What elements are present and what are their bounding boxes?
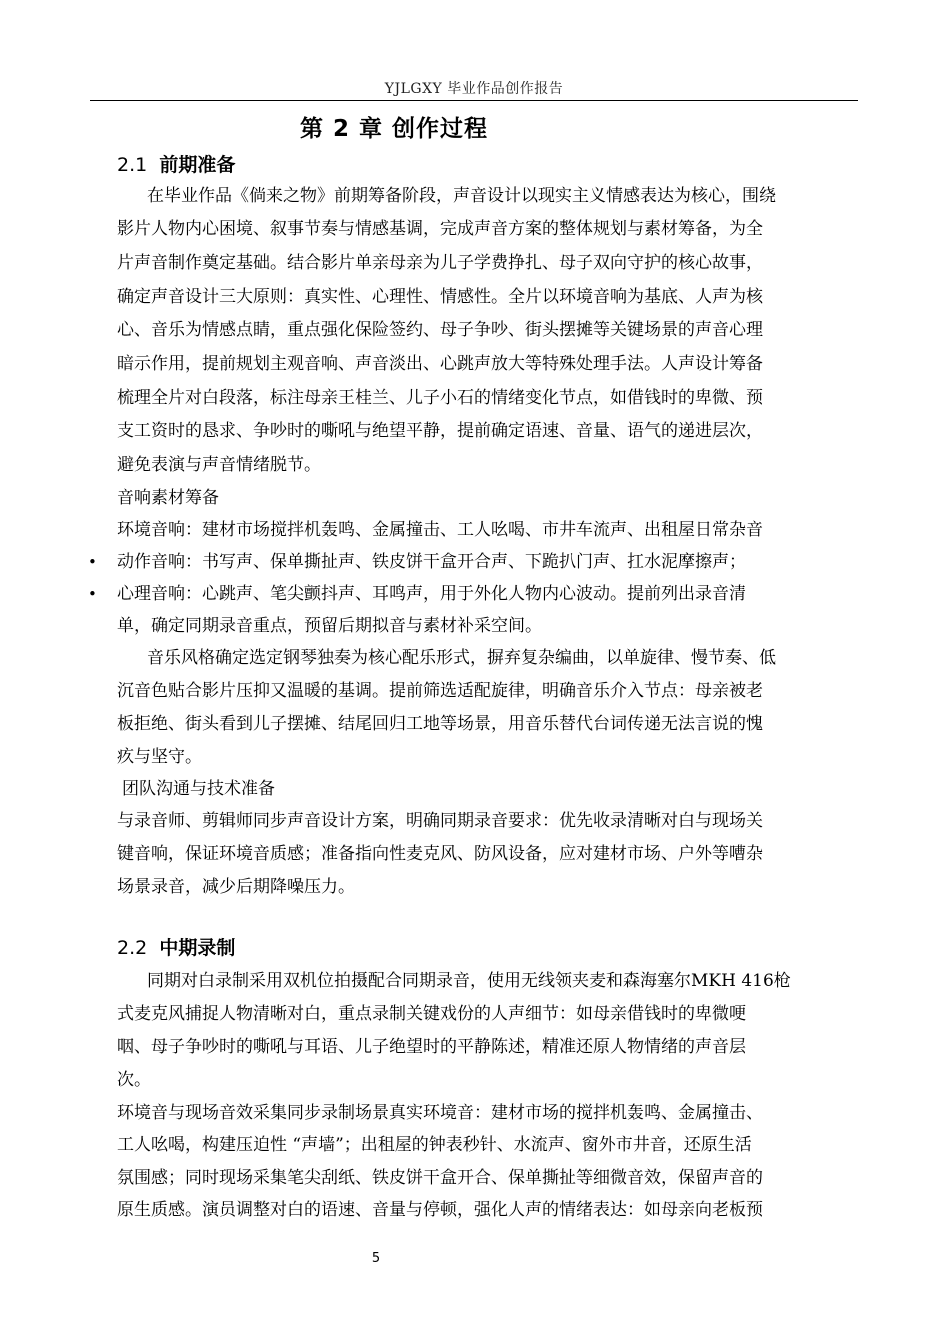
bullet-marker: • — [88, 553, 97, 571]
body-line: 环境音响：建材市场搅拌机轰鸣、金属撞击、工人吆喝、市井车流声、出租屋日常杂音 — [117, 520, 763, 540]
body-line: 音乐风格确定选定钢琴独奏为核心配乐形式，摒弃复杂编曲，以单旋律、慢节奏、低 — [147, 648, 776, 668]
body-line: 沉音色贴合影片压抑又温暖的基调。提前筛选适配旋律，明确音乐介入节点：母亲被老 — [117, 681, 763, 701]
body-line: 键音响，保证环境音质感；准备指向性麦克风、防风设备，应对建材市场、户外等嘈杂 — [117, 844, 763, 864]
body-line: 在毕业作品《倘来之物》前期筹备阶段，声音设计以现实主义情感表达为核心，围绕 — [147, 186, 776, 206]
body-line: 次。 — [117, 1070, 151, 1090]
body-line: 避免表演与声音情绪脱节。 — [117, 455, 321, 475]
body-line: 场景录音，减少后期降噪压力。 — [117, 877, 355, 897]
body-line: 疚与坚守。 — [117, 747, 202, 767]
subheading: 团队沟通与技术准备 — [122, 779, 275, 799]
body-line: 工人吆喝，构建压迫性 “声墙”；出租屋的钟表秒针、水流声、窗外市井音，还原生活 — [117, 1135, 752, 1155]
body-line: 同期对白录制采用双机位拍摄配合同期录音，使用无线领夹麦和森海塞尔MKH 416枪 — [147, 971, 791, 991]
body-line: 式麦克风捕捉人物清晰对白，重点录制关键戏份的人声细节：如母亲借钱时的卑微哽 — [117, 1004, 746, 1024]
body-line: 咽、母子争吵时的嘶吼与耳语、儿子绝望时的平静陈述，精准还原人物情绪的声音层 — [117, 1037, 746, 1057]
body-line: 影片人物内心困境、叙事节奏与情感基调，完成声音方案的整体规划与素材筹备，为全 — [117, 219, 763, 239]
section-heading-2-2 — [117, 933, 235, 960]
body-line: 单，确定同期录音重点，预留后期拟音与素材补采空间。 — [117, 616, 542, 636]
section-title: 中期录制 — [159, 937, 236, 959]
body-line: 氛围感；同时现场采集笔尖刮纸、铁皮饼干盒开合、保单撕扯等细微音效，保留声音的 — [117, 1168, 763, 1188]
body-line: 暗示作用，提前规划主观音响、声音淡出、心跳声放大等特殊处理手法。人声设计筹备 — [117, 354, 763, 374]
body-line: 原生质感。演员调整对白的语速、音量与停顿，强化人声的情绪表达：如母亲向老板预 — [117, 1200, 763, 1220]
list-item: 心理音响：心跳声、笔尖颤抖声、耳鸣声，用于外化人物内心波动。提前列出录音清 — [117, 584, 746, 604]
section-title: 前期准备 — [159, 154, 236, 176]
body-line: 片声音制作奠定基础。结合影片单亲母亲为儿子学费挣扎、母子双向守护的核心故事， — [117, 253, 763, 273]
bullet-marker: • — [88, 585, 97, 603]
body-line: 梳理全片对白段落，标注母亲王桂兰、儿子小石的情绪变化节点，如借钱时的卑微、预 — [117, 388, 763, 408]
body-line: 板拒绝、街头看到儿子摆摊、结尾回归工地等场景，用音乐替代台词传递无法言说的愧 — [117, 714, 763, 734]
body-line: 环境音与现场音效采集同步录制场景真实环境音：建材市场的搅拌机轰鸣、金属撞击、 — [117, 1103, 763, 1123]
body-line: 与录音师、剪辑师同步声音设计方案，明确同期录音要求：优先收录清晰对白与现场关 — [117, 811, 763, 831]
subheading: 音响素材筹备 — [117, 488, 219, 508]
list-item: 动作音响：书写声、保单撕扯声、铁皮饼干盒开合声、下跪扒门声、扛水泥摩擦声； — [117, 552, 746, 572]
section-number: 2.1 — [117, 154, 148, 176]
page-header: YJLGXY 毕业作品创作报告 — [384, 81, 564, 97]
header-rule — [90, 100, 858, 101]
body-line: 心、音乐为情感点睛，重点强化保险签约、母子争吵、街头摆摊等关键场景的声音心理 — [117, 320, 763, 340]
section-heading-2-1 — [117, 150, 235, 177]
body-line: 确定声音设计三大原则：真实性、心理性、情感性。全片以环境音响为基底、人声为核 — [117, 287, 763, 307]
body-line: 支工资时的恳求、争吵时的嘶吼与绝望平静，提前确定语速、音量、语气的递进层次， — [117, 421, 763, 441]
chapter-title: 第 2 章 创作过程 — [300, 116, 489, 142]
page-number: 5 — [371, 1251, 381, 1266]
section-number: 2.2 — [117, 937, 148, 959]
